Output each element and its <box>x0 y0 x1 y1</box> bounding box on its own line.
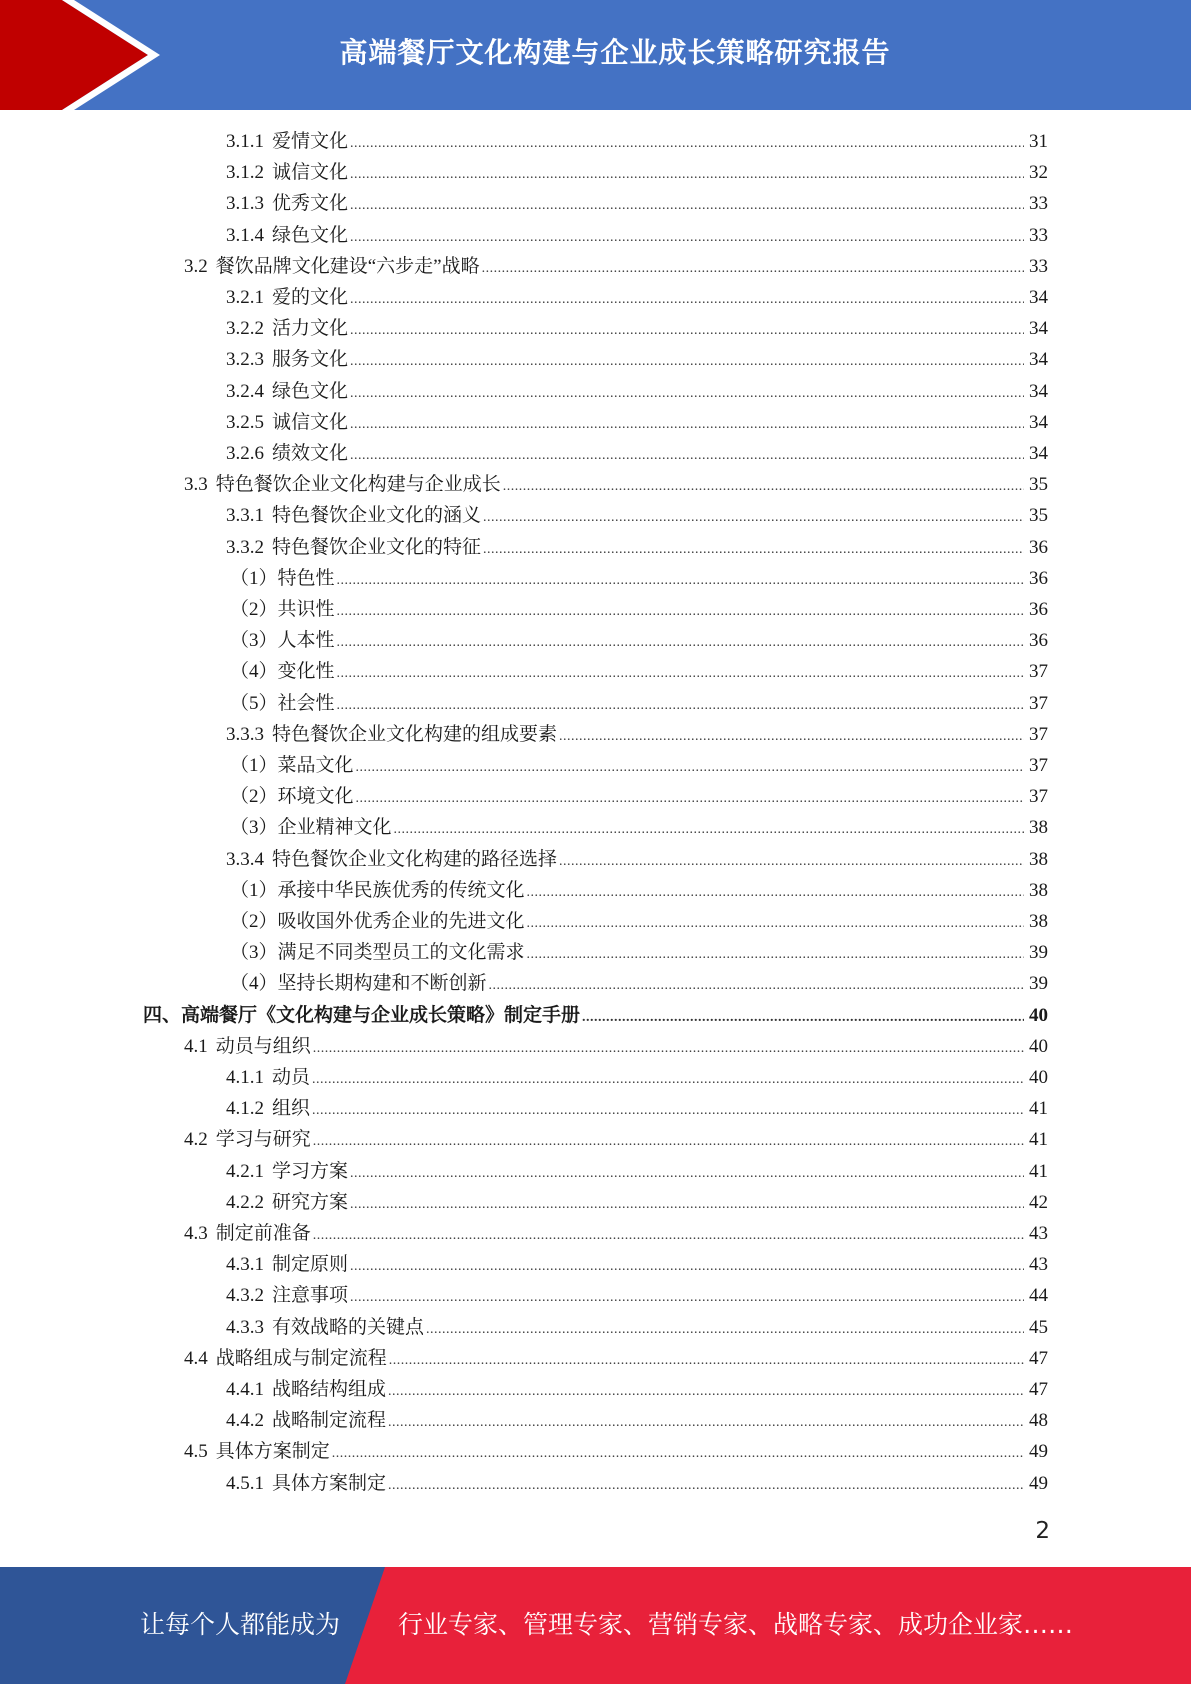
toc-entry-label: （1）特色性 <box>230 568 335 589</box>
toc-entry[interactable] <box>226 1249 1048 1280</box>
toc-entry-label: 活力文化 <box>272 318 349 339</box>
toc-entry[interactable] <box>226 344 1048 375</box>
toc-entry-number: 4.3.3 <box>226 1317 264 1338</box>
toc-entry-number: 3.2 <box>184 256 208 277</box>
toc-leader-dots <box>337 627 1024 658</box>
toc-entry-page: 49 <box>1029 1441 1048 1462</box>
toc-entry-page: 44 <box>1029 1285 1048 1306</box>
toc-leader-dots <box>388 1376 1024 1407</box>
footer-slogan-left: 让每个人都能成为 <box>140 1610 341 1639</box>
toc-entry-label: 有效战略的关键点 <box>272 1317 425 1338</box>
toc-entry-page: 40 <box>1029 1005 1048 1026</box>
toc-entry[interactable] <box>226 407 1048 438</box>
toc-entry[interactable] <box>226 1468 1048 1499</box>
footer-slogan-right: 行业专家、管理专家、营销专家、战略专家、成功企业家…… <box>398 1610 1074 1639</box>
toc-leader-dots <box>350 128 1024 159</box>
toc-entry[interactable] <box>226 500 1048 531</box>
toc-entry-label: 特色餐饮企业文化构建的组成要素 <box>272 724 558 745</box>
toc-entry-number: 4.3.1 <box>226 1254 264 1275</box>
page-footer <box>0 1567 1191 1684</box>
toc-leader-dots <box>337 596 1024 627</box>
toc-entry-page: 38 <box>1029 849 1048 870</box>
toc-entry-label: 学习方案 <box>272 1161 349 1182</box>
toc-entry-number: 4.4.2 <box>226 1410 264 1431</box>
toc-leader-dots <box>350 1251 1024 1282</box>
toc-leader-dots <box>350 1189 1024 1220</box>
toc-entry-page: 34 <box>1029 412 1048 433</box>
toc-entry-page: 40 <box>1029 1036 1048 1057</box>
toc-leader-dots <box>337 658 1024 689</box>
toc-entry-page: 41 <box>1029 1098 1048 1119</box>
toc-entry-page: 37 <box>1029 755 1048 776</box>
toc-entry-number: 3.3 <box>184 474 208 495</box>
toc-entry-number: 3.2.5 <box>226 412 264 433</box>
toc-entry-label: 具体方案制定 <box>272 1473 387 1494</box>
toc-leader-dots <box>559 846 1024 877</box>
toc-entry-number: 3.2.1 <box>226 287 264 308</box>
toc-entry-page: 34 <box>1029 381 1048 402</box>
toc-entry-page: 42 <box>1029 1192 1048 1213</box>
toc-entry-number: 4.1.1 <box>226 1067 264 1088</box>
toc-entry-label: （4）变化性 <box>230 661 335 682</box>
toc-entry-label: 制定原则 <box>272 1254 349 1275</box>
toc-entry-page: 37 <box>1029 661 1048 682</box>
toc-entry-label: （3）人本性 <box>230 630 335 651</box>
toc-leader-dots <box>313 1126 1024 1157</box>
toc-entry-page: 38 <box>1029 880 1048 901</box>
toc-entry-number: 4.1 <box>184 1036 208 1057</box>
toc-leader-dots <box>337 690 1024 721</box>
toc-entry[interactable] <box>226 126 1048 157</box>
toc-entry-page: 37 <box>1029 693 1048 714</box>
toc-entry-page: 36 <box>1029 568 1048 589</box>
toc-entry-page: 37 <box>1029 786 1048 807</box>
toc-entry-number: 3.2.3 <box>226 349 264 370</box>
toc-entry-label: 具体方案制定 <box>215 1441 330 1462</box>
toc-leader-dots <box>313 1220 1024 1251</box>
toc-entry-label: 诚信文化 <box>272 412 349 433</box>
toc-leader-dots <box>350 1282 1024 1313</box>
document-title: 高端餐厅文化构建与企业成长策略研究报告 <box>339 36 891 69</box>
toc-entry-page: 34 <box>1029 349 1048 370</box>
toc-leader-dots <box>527 877 1024 908</box>
toc-entry[interactable] <box>226 1312 1048 1343</box>
toc-entry-page: 45 <box>1029 1317 1048 1338</box>
toc-leader-dots <box>503 471 1024 502</box>
toc-entry-label: 研究方案 <box>272 1192 349 1213</box>
toc-entry-number: 3.3.2 <box>226 537 264 558</box>
toc-entry-page: 49 <box>1029 1473 1048 1494</box>
toc-entry-label: 学习与研究 <box>215 1129 311 1150</box>
toc-leader-dots <box>350 284 1024 315</box>
toc-entry[interactable] <box>184 1124 1048 1155</box>
toc-leader-dots <box>350 159 1024 190</box>
toc-leader-dots <box>337 565 1024 596</box>
toc-leader-dots <box>483 502 1024 533</box>
toc-entry-number: 3.3.3 <box>226 724 264 745</box>
toc-entry[interactable] <box>226 376 1048 407</box>
toc-entry-label: 餐饮品牌文化建设“六步走”战略 <box>215 256 480 277</box>
toc-entry-number: 3.1.2 <box>226 162 264 183</box>
toc-entry-label: 绿色文化 <box>272 381 349 402</box>
toc-entry-page: 35 <box>1029 474 1048 495</box>
toc-entry-page: 48 <box>1029 1410 1048 1431</box>
toc-entry-number: 3.1.4 <box>226 225 264 246</box>
toc-leader-dots <box>582 1002 1024 1033</box>
page-header <box>0 0 1191 110</box>
toc-entry-number: 4.2.1 <box>226 1161 264 1182</box>
toc-entry-label: 特色餐饮企业文化的特征 <box>272 537 482 558</box>
toc-entry-label: （3）企业精神文化 <box>230 817 392 838</box>
toc-entry-label: 特色餐饮企业文化构建的路径选择 <box>272 849 558 870</box>
toc-entry[interactable] <box>230 625 1048 656</box>
toc-entry-number: 4.3.2 <box>226 1285 264 1306</box>
toc-entry[interactable] <box>226 1405 1048 1436</box>
toc-entry-page: 47 <box>1029 1348 1048 1369</box>
toc-entry-label: （5）社会性 <box>230 693 335 714</box>
toc-entry-label: 战略制定流程 <box>272 1410 387 1431</box>
toc-entry-page: 34 <box>1029 318 1048 339</box>
toc-leader-dots <box>312 1095 1024 1126</box>
toc-entry-page: 38 <box>1029 817 1048 838</box>
toc-entry-label: 特色餐饮企业文化的涵义 <box>272 505 482 526</box>
toc-entry-page: 43 <box>1029 1254 1048 1275</box>
toc-entry[interactable] <box>184 251 1048 282</box>
toc-entry-number: 4.4.1 <box>226 1379 264 1400</box>
toc-entry-number: 3.1.3 <box>226 193 264 214</box>
toc-entry-page: 39 <box>1029 942 1048 963</box>
toc-entry-number: 4.3 <box>184 1223 208 1244</box>
toc-leader-dots <box>350 222 1024 253</box>
toc-entry-page: 47 <box>1029 1379 1048 1400</box>
toc-entry[interactable] <box>230 906 1048 937</box>
toc-entry-number: 4.5 <box>184 1441 208 1462</box>
toc-entry-label: 动员与组织 <box>215 1036 311 1057</box>
toc-leader-dots <box>482 253 1024 284</box>
toc-entry-number: 4.4 <box>184 1348 208 1369</box>
toc-entry-page: 41 <box>1029 1129 1048 1150</box>
toc-entry-number: 4.2.2 <box>226 1192 264 1213</box>
toc-entry[interactable] <box>226 1156 1048 1187</box>
page-number: 2 <box>1035 1518 1050 1544</box>
toc-leader-dots <box>312 1064 1024 1095</box>
toc-entry-number: 3.2.6 <box>226 443 264 464</box>
toc-leader-dots <box>350 440 1024 471</box>
toc-entry-label: （2）环境文化 <box>230 786 354 807</box>
toc-entry-label: 服务文化 <box>272 349 349 370</box>
toc-entry-label: （3）满足不同类型员工的文化需求 <box>230 942 525 963</box>
toc-entry[interactable] <box>226 157 1048 188</box>
toc-leader-dots <box>350 409 1024 440</box>
toc-entry-label: 特色餐饮企业文化构建与企业成长 <box>215 474 501 495</box>
toc-entry-page: 31 <box>1029 131 1048 152</box>
toc-entry-number: 4.5.1 <box>226 1473 264 1494</box>
toc-entry[interactable] <box>226 282 1048 313</box>
toc-entry-label: 爱的文化 <box>272 287 349 308</box>
toc-entry-page: 36 <box>1029 537 1048 558</box>
toc-entry-label: 战略组成与制定流程 <box>215 1348 387 1369</box>
toc-entry[interactable] <box>226 220 1048 251</box>
toc-entry[interactable] <box>184 1218 1048 1249</box>
toc-entry[interactable] <box>230 750 1048 781</box>
toc-entry-page: 33 <box>1029 225 1048 246</box>
toc-entry[interactable] <box>230 563 1048 594</box>
toc-entry[interactable] <box>226 313 1048 344</box>
toc-entry-label: （2）共识性 <box>230 599 335 620</box>
toc-entry[interactable] <box>226 844 1048 875</box>
toc-entry[interactable] <box>230 594 1048 625</box>
toc-entry-page: 33 <box>1029 193 1048 214</box>
toc-entry-number: 3.3.1 <box>226 505 264 526</box>
toc-entry[interactable] <box>226 1280 1048 1311</box>
toc-entry-label: 优秀文化 <box>272 193 349 214</box>
toc-entry-page: 32 <box>1029 162 1048 183</box>
toc-leader-dots <box>527 908 1024 939</box>
toc-entry-label: 四、高端餐厅《文化构建与企业成长策略》制定手册 <box>143 1005 581 1026</box>
toc-leader-dots <box>350 378 1024 409</box>
toc-leader-dots <box>356 783 1024 814</box>
toc-leader-dots <box>527 939 1024 970</box>
toc-entry-label: 绩效文化 <box>272 443 349 464</box>
toc-entry-page: 36 <box>1029 630 1048 651</box>
toc-entry[interactable] <box>184 1436 1048 1467</box>
toc-leader-dots <box>388 1470 1024 1501</box>
toc-entry[interactable] <box>230 968 1048 999</box>
toc-entry[interactable] <box>230 812 1048 843</box>
toc-entry-label: （1）菜品文化 <box>230 755 354 776</box>
toc-leader-dots <box>332 1438 1024 1469</box>
toc-entry-label: 注意事项 <box>272 1285 349 1306</box>
toc-entry-page: 35 <box>1029 505 1048 526</box>
toc-entry[interactable] <box>226 532 1048 563</box>
toc-entry[interactable] <box>230 937 1048 968</box>
toc-leader-dots <box>394 814 1024 845</box>
toc-entry[interactable] <box>226 1187 1048 1218</box>
toc-leader-dots <box>483 534 1024 565</box>
toc-entry[interactable] <box>230 688 1048 719</box>
toc-entry-page: 41 <box>1029 1161 1048 1182</box>
toc-entry-label: （2）吸收国外优秀企业的先进文化 <box>230 911 525 932</box>
toc-leader-dots <box>313 1033 1024 1064</box>
toc-leader-dots <box>489 970 1024 1001</box>
toc-entry-page: 40 <box>1029 1067 1048 1088</box>
toc-entry-label: （4）坚持长期构建和不断创新 <box>230 973 487 994</box>
toc-entry-label: 爱情文化 <box>272 131 349 152</box>
toc-entry[interactable] <box>230 875 1048 906</box>
toc-entry-page: 43 <box>1029 1223 1048 1244</box>
toc-entry-number: 3.2.2 <box>226 318 264 339</box>
toc-entry-label: 战略结构组成 <box>272 1379 387 1400</box>
toc-entry-label: 动员 <box>272 1067 311 1088</box>
toc-entry[interactable] <box>230 656 1048 687</box>
toc-leader-dots <box>389 1345 1024 1376</box>
toc-entry-label: 诚信文化 <box>272 162 349 183</box>
toc-entry[interactable] <box>226 188 1048 219</box>
toc-entry-number: 4.1.2 <box>226 1098 264 1119</box>
toc-entry-page: 34 <box>1029 287 1048 308</box>
toc-entry-label: （1）承接中华民族优秀的传统文化 <box>230 880 525 901</box>
toc-entry[interactable] <box>143 1000 1048 1031</box>
toc-leader-dots <box>350 315 1024 346</box>
toc-leader-dots <box>388 1407 1024 1438</box>
toc-entry-number: 3.1.1 <box>226 131 264 152</box>
toc-entry-number: 4.2 <box>184 1129 208 1150</box>
toc-entry[interactable] <box>226 1093 1048 1124</box>
toc-leader-dots <box>350 1158 1024 1189</box>
toc-leader-dots <box>426 1314 1024 1345</box>
toc-entry[interactable] <box>226 1062 1048 1093</box>
toc-entry-label: 绿色文化 <box>272 225 349 246</box>
toc-entry[interactable] <box>184 1343 1048 1374</box>
toc-entry-page: 39 <box>1029 973 1048 994</box>
toc-entry[interactable] <box>230 781 1048 812</box>
toc-entry[interactable] <box>226 438 1048 469</box>
toc-leader-dots <box>350 190 1024 221</box>
toc-entry-page: 38 <box>1029 911 1048 932</box>
toc-entry-number: 3.2.4 <box>226 381 264 402</box>
toc-entry-label: 组织 <box>272 1098 311 1119</box>
toc-entry[interactable] <box>184 469 1048 500</box>
toc-entry-page: 36 <box>1029 599 1048 620</box>
toc-leader-dots <box>559 721 1024 752</box>
toc-entry-label: 制定前准备 <box>215 1223 311 1244</box>
toc-entry[interactable] <box>226 1374 1048 1405</box>
toc-entry-page: 33 <box>1029 256 1048 277</box>
toc-entry-page: 34 <box>1029 443 1048 464</box>
toc-leader-dots <box>356 752 1024 783</box>
toc-leader-dots <box>350 346 1024 377</box>
toc-entry-page: 37 <box>1029 724 1048 745</box>
toc-entry-number: 3.3.4 <box>226 849 264 870</box>
toc-entry[interactable] <box>226 719 1048 750</box>
toc-entry[interactable] <box>184 1031 1048 1062</box>
